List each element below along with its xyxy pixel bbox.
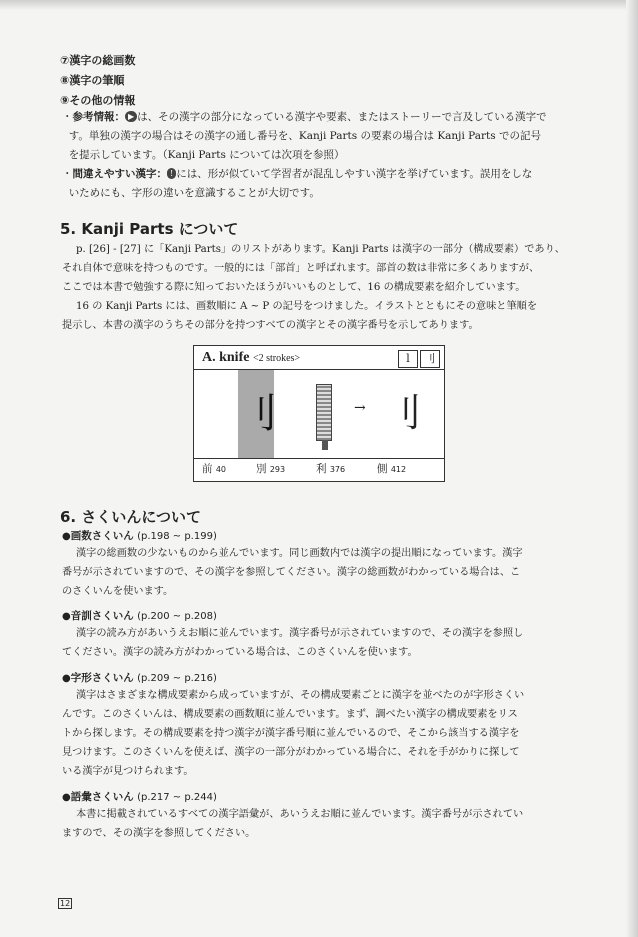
page-edge-right	[626, 0, 638, 937]
confusable-label: 間違えやすい漢字：	[72, 168, 167, 180]
confusable-line-2: いためにも、字形の違いを意識することが大切です。	[68, 187, 320, 199]
example-kanji: 側 412	[377, 463, 407, 475]
knife-handle-icon	[322, 440, 328, 450]
shape-index-paragraph: 漢字はさまざまな構成要素から成っていますが、その構成要素ごとに漢字を並べたのが字形さくい んです。このさくいんは、構成要素の画数順に並んでいます。まず、調べたい漢字の構成要素をリス トから探します。その構成要素を持つ漢字が漢字番号順に並んでいるので、そこから該当する漢字を 見つけます。このさくいんを使えば、漢字の一部分がわかっている場合に、それを手がかりに探して いる漢字が見つけられます。	[62, 690, 525, 777]
stroke-index-heading: ●画数さくいん (p.198 ~ p.199)	[62, 530, 217, 542]
stroke-count: <2 strokes>	[252, 353, 301, 364]
page-edge-top	[0, 0, 638, 10]
example-kanji: 利 376	[316, 463, 346, 475]
item-8-heading: ⑧漢字の筆順	[60, 74, 125, 87]
sec5-p1-line-2: それ自体で意味を持つものです。一般的には「部首」と呼ばれます。部首の数は非常に多くありますが、	[62, 263, 540, 274]
sec5-p1-line-1: p. [26] - [27] に「Kanji Parts」のリストがあります。Kanji Parts は漢字の一部分（構成要素）であり、	[76, 244, 565, 255]
kanji-part-title	[202, 350, 300, 366]
section-5-paragraph-2	[62, 297, 584, 335]
sec5-p2-line-2: 提示し、本書の漢字のうちその部分を持つすべての漢字とその漢字番号を示してあります。	[62, 320, 479, 331]
reading-index-heading: ●音訓さくいん (p.200 ~ p.208)	[62, 610, 217, 622]
section-5-paragraph-1	[62, 240, 584, 297]
sec5-p2-line-1: 16 の Kanji Parts には、画数順に A ~ P の記号をつけました。イラストとともにその意味と筆順を	[76, 301, 538, 312]
reference-arrow-icon: ▶	[125, 111, 137, 122]
warning-icon: !	[167, 168, 176, 179]
section-5-heading: 5. Kanji Parts について	[60, 220, 239, 238]
item-7-heading: ⑦漢字の総画数	[60, 54, 136, 67]
example-kanji: 別 293	[256, 463, 286, 475]
confusable-kanji-bullet: ・間違えやすい漢字： ! には、形が似ていて学習者が混乱しやすい漢字を挙げています。誤用をしな いためにも、字形の違いを意識することが大切です。	[62, 168, 533, 199]
knife-icon	[316, 384, 332, 441]
reference-line-3: を提示しています。（Kanji Parts については次項を参照）	[68, 149, 345, 161]
reference-info-label: 参考情報：	[72, 111, 125, 123]
vocab-index-heading: ●語彙さくいん (p.217 ~ p.244)	[62, 791, 217, 803]
example-kanji: 前 40	[202, 463, 227, 475]
arrow-right-icon: →	[354, 400, 366, 416]
confusable-line-1: には、形が似ていて学習者が混乱しやすい漢字を挙げています。誤用をしな	[176, 168, 533, 180]
kanji-part-example-box	[193, 345, 445, 482]
reference-info-bullet: ・参考情報： ▶ は、その漢字の部分になっている漢字や要素、またはストーリーで言及している漢字で す。単独の漢字の場合はその漢字の通し番号を、Kanji Parts の要素の場合は Kanji Parts での記号 を提示しています。（Kanji Parts については次項を参照）	[62, 111, 547, 161]
page-number: 12	[60, 899, 71, 908]
kanji-part-name: A. knife	[202, 350, 250, 365]
reference-line-1: は、その漢字の部分になっている漢字や要素、またはストーリーで言及している漢字で	[137, 111, 547, 123]
reference-line-2: す。単独の漢字の場合はその漢字の通し番号を、Kanji Parts の要素の場合は Kanji Parts での記号	[68, 130, 541, 142]
kanji-part-glyph: 刂	[238, 370, 274, 458]
item-9-heading: ⑨その他の情報	[60, 94, 136, 107]
sec5-p1-line-3: ここでは本書で勉強する際に知っておいたほうがいいものとして、16 の構成要素を紹介しています。	[62, 282, 526, 293]
kanji-part-illustration-row	[194, 369, 444, 459]
stroke-index-paragraph: 漢字の総画数の少ないものから並んでいます。同じ画数内では漢字の提出順になっています。漢字 番号が示されていますので、その漢字を参照してください。漢字の総画数がわかっている場合は、こ のさくいんを使います。	[62, 548, 523, 597]
section-6-heading: 6. さくいんについて	[60, 508, 202, 526]
vocab-index-paragraph: 本書に掲載されているすべての漢字語彙が、あいうえお順に並んでいます。漢字番号が示されてい ますので、その漢字を参照してください。	[62, 809, 524, 839]
kanji-part-simplified: 刂	[384, 391, 423, 435]
shape-index-heading: ●字形さくいん (p.209 ~ p.216)	[62, 672, 217, 684]
stroke-order-2: 刂	[420, 350, 440, 368]
stroke-order-1: l	[398, 350, 418, 368]
reading-index-paragraph: 漢字の読み方があいうえお順に並んでいます。漢字番号が示されていますので、その漢字を参照し てください。漢字の読み方がわかっている場合は、このさくいんを使います。	[62, 628, 524, 658]
